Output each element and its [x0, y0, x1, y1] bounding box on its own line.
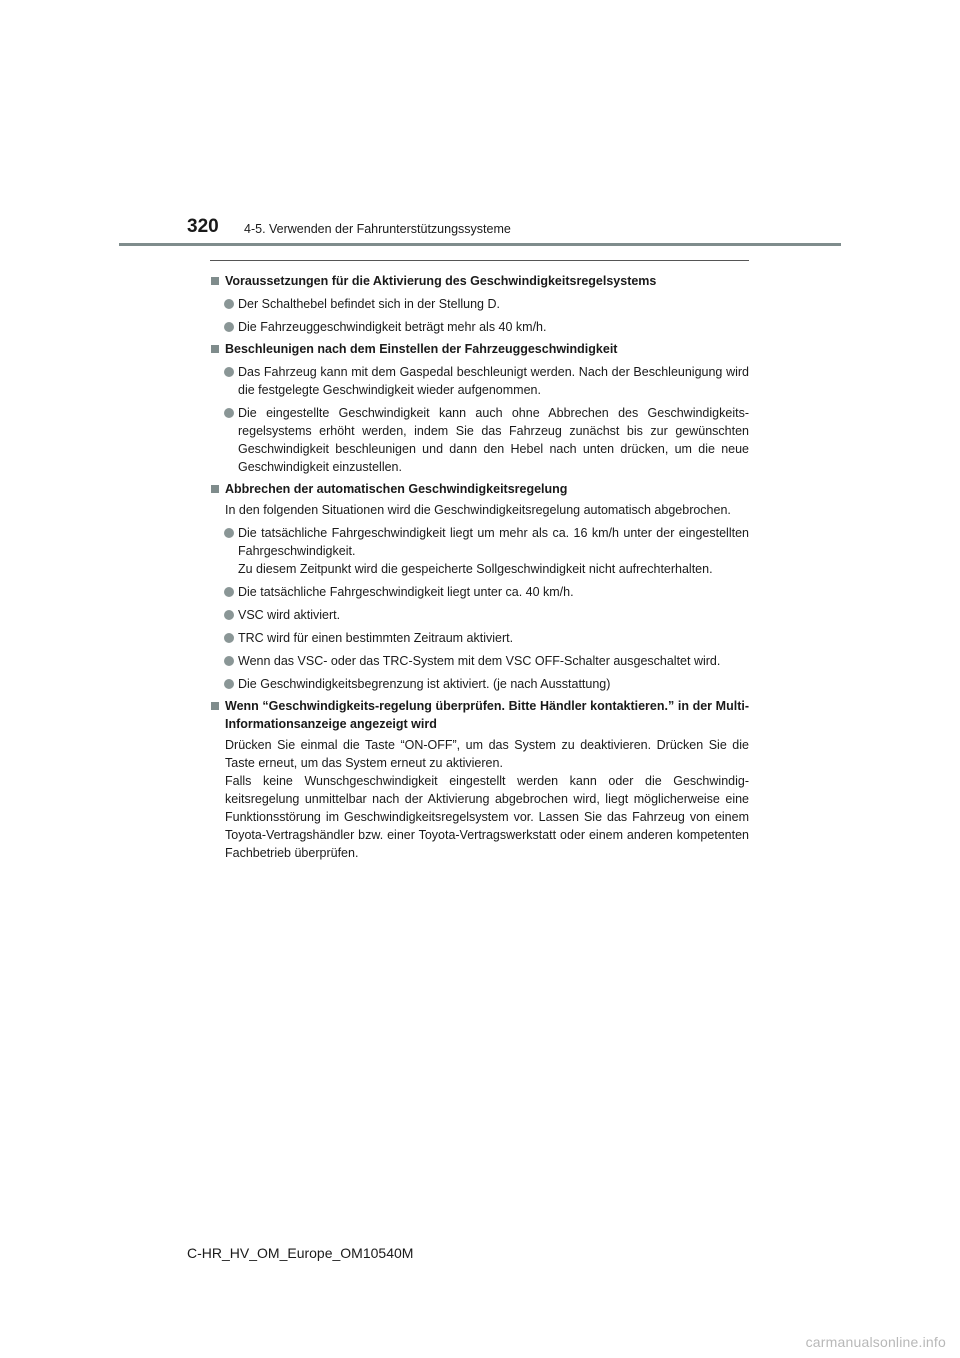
list-item	[210, 675, 749, 693]
round-bullet-icon	[224, 610, 234, 620]
heading-text: Beschleunigen nach dem Einstellen der Fahrzeuggeschwindigkeit	[225, 342, 618, 356]
round-bullet-icon	[224, 633, 234, 643]
list-item	[210, 629, 749, 647]
content-body	[210, 268, 749, 862]
heading-text: Voraussetzungen für die Aktivierung des Geschwindigkeitsregelsystems	[225, 274, 657, 288]
content-top-rule	[210, 260, 749, 261]
square-bullet-icon	[211, 485, 219, 493]
bullet-text: TRC wird für einen bestimmten Zeitraum aktiviert.	[238, 631, 514, 645]
round-bullet-icon	[224, 299, 234, 309]
section-heading	[210, 480, 749, 498]
bullet-text: Die Geschwindigkeitsbegrenzung ist aktiviert. (je nach Ausstattung)	[238, 677, 611, 691]
list-item	[210, 652, 749, 670]
list-item	[210, 404, 749, 476]
bullet-text: Der Schalthebel befindet sich in der Stellung D.	[238, 297, 500, 311]
list-item	[210, 363, 749, 399]
round-bullet-icon	[224, 408, 234, 418]
bullet-text: Die tatsächliche Fahrgeschwindigkeit liegt unter ca. 40 km/h.	[238, 585, 574, 599]
round-bullet-icon	[224, 656, 234, 666]
heading-text: Wenn “Geschwindigkeits-regelung überprüfen. Bitte Händler kontaktieren.” in der Multi-Informationsanzeige angezeigt wird	[225, 699, 749, 731]
page-number: 320	[187, 216, 219, 237]
list-item	[210, 606, 749, 624]
heading-text: Abbrechen der automatischen Geschwindigkeitsregelung	[225, 482, 568, 496]
list-item	[210, 295, 749, 313]
section-heading	[210, 697, 749, 733]
section-heading	[210, 340, 749, 358]
bullet-text-continued: Zu diesem Zeitpunkt wird die gespeicherte Sollgeschwindigkeit nicht aufrechterhalten.	[238, 562, 713, 576]
section-intro: In den folgenden Situationen wird die Geschwindigkeitsregelung automatisch abgebrochen.	[225, 503, 731, 517]
bullet-text: Die eingestellte Geschwindigkeit kann auch ohne Abbrechen des Geschwindigkeitsregelsystems erhöht werden, indem Sie das Fahrzeug zunächst bis zur gewünschten Geschwindigkeit beschleunigen und dann den Hebel nach unten drücken, um die neue Geschwindigkeit einzustellen.	[238, 406, 749, 474]
bullet-text: VSC wird aktiviert.	[238, 608, 341, 622]
watermark: carmanualsonline.info	[805, 1334, 946, 1350]
paragraph-text: Drücken Sie einmal die Taste “ON-OFF”, um das System zu deaktivieren. Drücken Sie die Taste erneut, um das System erneut zu aktivieren.	[225, 738, 749, 770]
section-heading	[210, 272, 749, 290]
round-bullet-icon	[224, 587, 234, 597]
paragraph-text: Falls keine Wunschgeschwindigkeit eingestellt werden kann oder die Geschwindigkeitsregelung unmittelbar nach der Aktivierung abgebrochen wird, liegt möglicherweise eine Funktionsstörung im Geschwindigkeitsregelsystem vor. Lassen Sie das Fahrzeug von einem Toyota-Vertragshändler bzw. einer Toyota-Vertragswerkstatt oder einem anderen kompetenten Fachbetrieb überprüfen.	[225, 774, 749, 860]
bullet-text: Das Fahrzeug kann mit dem Gaspedal beschleunigt werden. Nach der Beschleunigung wird die festgelegte Geschwindigkeit wieder aufgenommen.	[238, 365, 749, 397]
bullet-text: Die tatsächliche Fahrgeschwindigkeit liegt um mehr als ca. 16 km/h unter der eingestellten Fahrgeschwindigkeit.	[238, 526, 749, 558]
square-bullet-icon	[211, 277, 219, 285]
round-bullet-icon	[224, 679, 234, 689]
header-rule	[119, 243, 841, 246]
bullet-text: Die Fahrzeuggeschwindigkeit beträgt mehr als 40 km/h.	[238, 320, 547, 334]
square-bullet-icon	[211, 702, 219, 710]
list-item	[210, 318, 749, 336]
document-id: C-HR_HV_OM_Europe_OM10540M	[187, 1245, 414, 1261]
round-bullet-icon	[224, 367, 234, 377]
bullet-text: Wenn das VSC- oder das TRC-System mit dem VSC OFF-Schalter ausgeschaltet wird.	[238, 654, 721, 668]
round-bullet-icon	[224, 322, 234, 332]
round-bullet-icon	[224, 528, 234, 538]
square-bullet-icon	[211, 345, 219, 353]
section-paragraph	[210, 736, 749, 862]
list-item	[210, 583, 749, 601]
section-title: 4-5. Verwenden der Fahrunterstützungssysteme	[244, 222, 511, 236]
list-item	[210, 524, 749, 578]
